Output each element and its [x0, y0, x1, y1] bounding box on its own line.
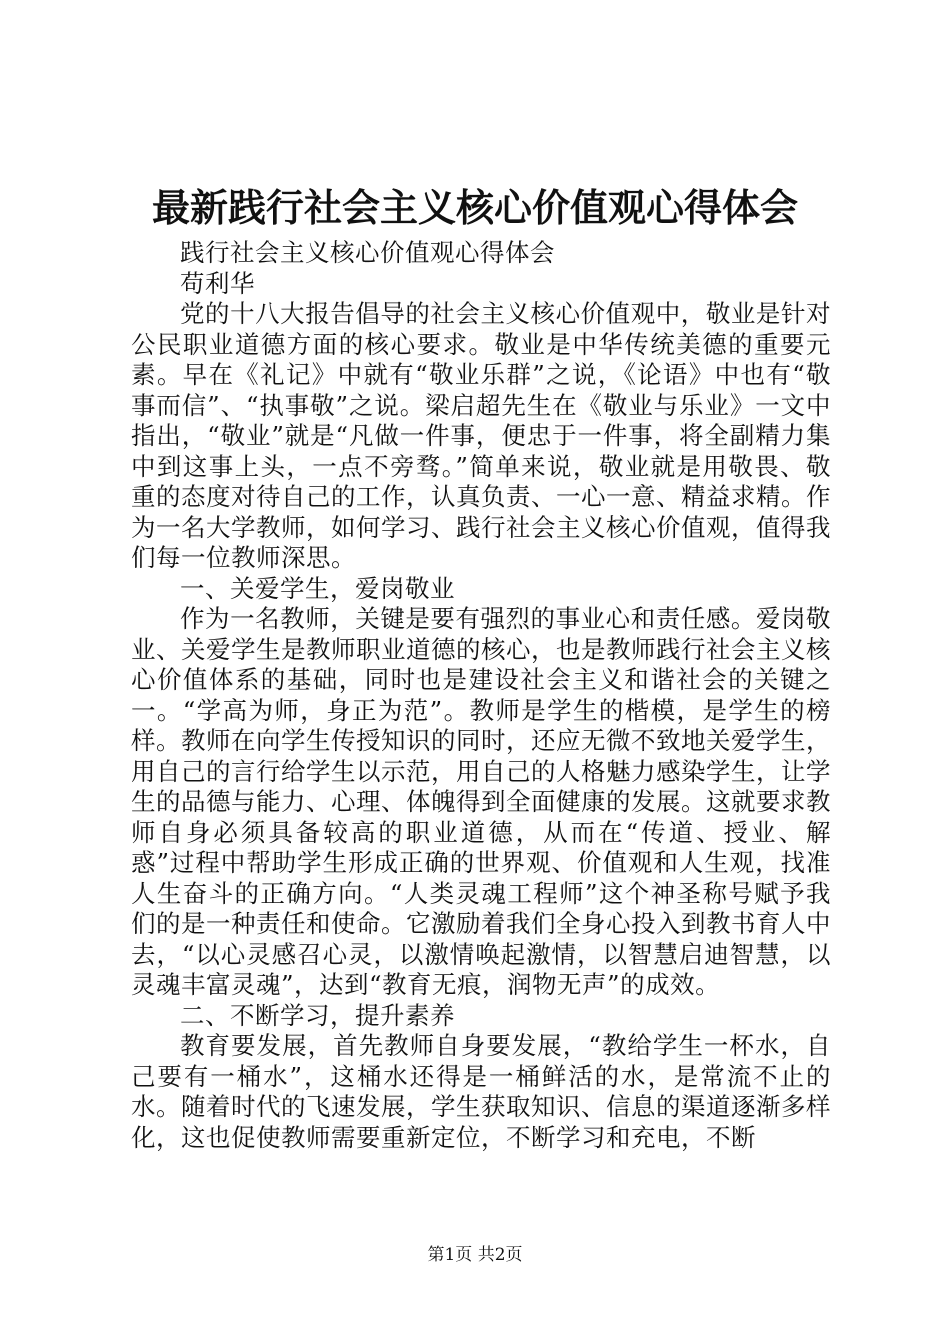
page-number-footer: 第1页 共2页	[427, 1245, 523, 1265]
document-title: 最新践行社会主义核心价值观心得体会	[151, 185, 798, 230]
section-1-paragraph: 作为一名教师，关键是要有强烈的事业心和责任感。爱岗敬业、关爱学生是教师职业道德的核心，也是教师践行社会主义核心价值体系的基础，同时也是建设社会主义和谐社会的关键之一。“学高为师，身正为范”。教师是学生的楷模，是学生的榜样。教师在向学生传授知识的同时，还应无微不致地关爱学生，用自己的言行给学生以示范，用自己的人格魅力感染学生，让学生的品德与能力、心理、体魄得到全面健康的发展。这就要求教师自身必须具备较高的职业道德，从而在“传道、授业、解惑”过程中帮助学生形成正确的世界观、价值观和人生观，找准人生奋斗的正确方向。“人类灵魂工程师”这个神圣称号赋予我们的是一种责任和使命。它激励着我们全身心投入到教书育人中去，“以心灵感召心灵，以激情唤起激情，以智慧启迪智慧，以灵魂丰富灵魂”，达到“教育无痕，润物无声”的成效。	[131, 604, 831, 999]
section-heading-1: 一、关爱学生，爱岗敬业	[180, 573, 455, 603]
document-body	[131, 238, 831, 1153]
author-paragraph: 苟利华	[180, 268, 255, 298]
section-2-paragraph: 教育要发展，首先教师自身要发展，“教给学生一杯水，自己要有一桶水”，这桶水还得是一桶鲜活的水，是常流不止的水。随着时代的飞速发展，学生获取知识、信息的渠道逐渐多样化，这也促使教师需要重新定位，不断学习和充电，不断	[131, 1031, 831, 1152]
subtitle-paragraph: 践行社会主义核心价值观心得体会	[180, 238, 555, 267]
section-heading-2: 二、不断学习，提升素养	[180, 1000, 455, 1030]
intro-paragraph: 党的十八大报告倡导的社会主义核心价值观中，敬业是针对公民职业道德方面的核心要求。敬业是中华传统美德的重要元素。早在《礼记》中就有“敬业乐群”之说，《论语》中也有“敬事而信”、“执事敬”之说。梁启超先生在《敬业与乐业》一文中指出，“敬业”就是“凡做一件事，便忠于一件事，将全副精力集中到这事上头，一点不旁骛。”简单来说，敬业就是用敬畏、敬重的态度对待自己的工作，认真负责、一心一意、精益求精。作为一名大学教师，如何学习、践行社会主义核心价值观，值得我们每一位教师深思。	[131, 299, 831, 572]
